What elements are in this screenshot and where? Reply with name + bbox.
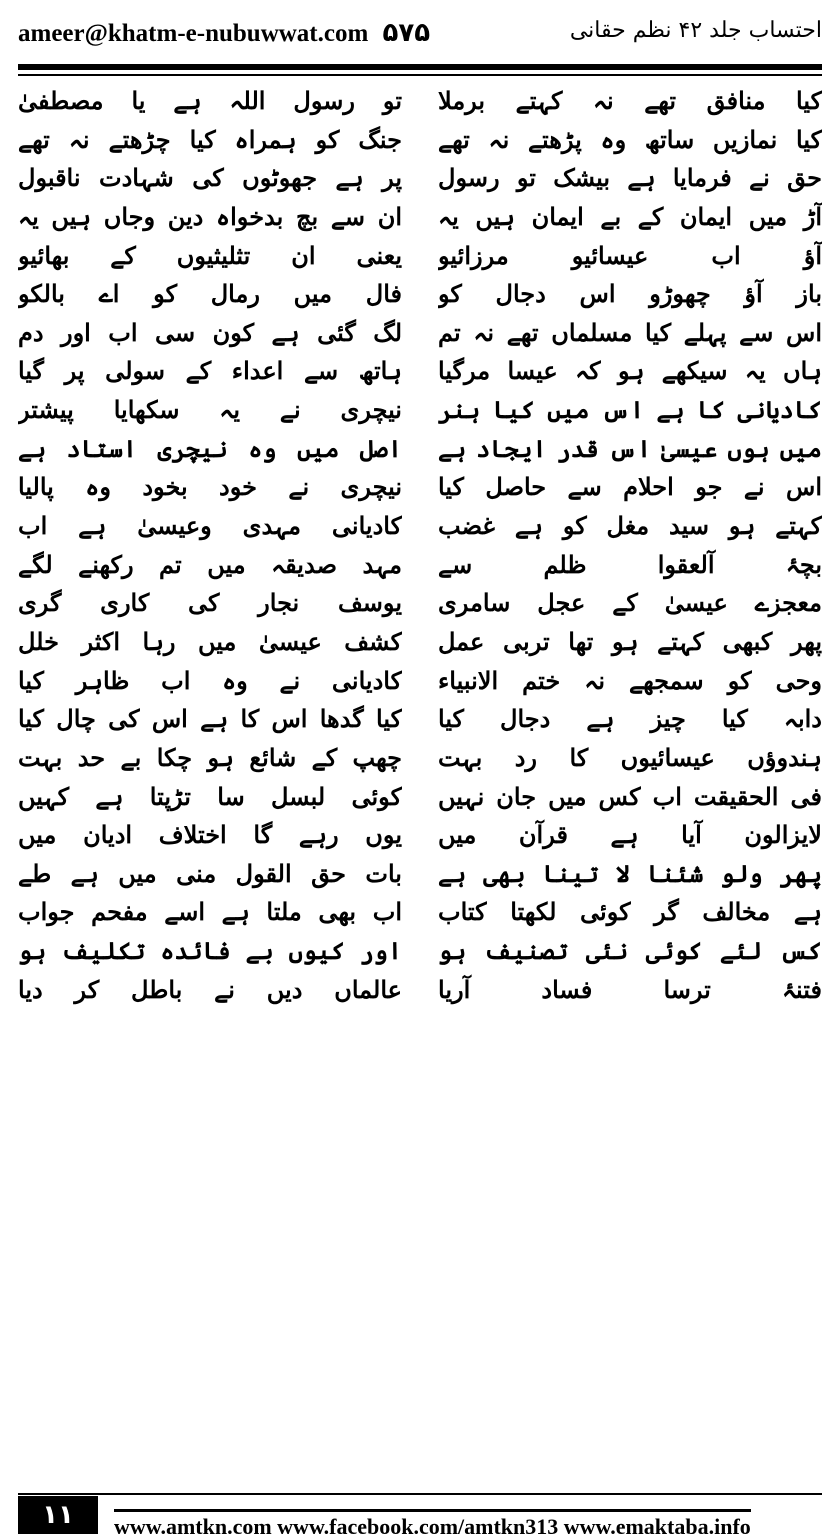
verse-line: میں ہوں عیسیٰ اس قدر ایجاد ہے [438,433,822,463]
verse-line: فتنۂ ترسا فساد آریا [438,974,822,1004]
poem-column-right [438,82,822,1492]
verse-line: کادیانی کا ہے اس میں کیا ہنر [438,395,822,425]
footer-rule [18,1493,822,1495]
page-footer [18,1493,822,1539]
verse-line: بات حق القول منی میں ہے طے [18,858,402,888]
verse-line: معجزے عیسیٰ کے عجل سامری [438,588,822,618]
page-number: ۵۷۵ [382,18,431,48]
verse-line: ہاتھ سے اعداء کے سولی پر گیا [18,356,402,386]
verse-line: یوں رہے گا اختلاف ادیان میں [18,820,402,850]
verse-line: اس نے جو احلام سے حاصل کیا [438,472,822,502]
verse-line: کادیانی مہدی وعیسیٰ ہے اب [18,511,402,541]
verse-line: باز آؤ چھوڑو اس دجال کو [438,279,822,309]
verse-line: تو رسول اللہ ہے یا مصطفیٰ [18,86,402,115]
verse-line: بچۂ آلعقوا ظلم سے [438,549,822,579]
header-rule-thin [18,74,822,76]
verse-line: ان سے بچ بدخواہ دین وجاں ہیں یہ [18,201,402,231]
verse-line: ہے مخالف گر کوئی لکھتا کتاب [438,897,822,927]
verse-line: اس سے پہلے کیا مسلماں تھے نہ تم [438,317,822,347]
verse-line: نیچری نے خود بخود وہ پالیا [18,472,402,502]
header-email-block [18,18,430,48]
verse-line: نیچری نے یہ سکھایا پیشتر [18,395,402,425]
verse-line: مہد صدیقہ میں تم رکھنے لگے [18,549,402,579]
verse-line: کیا نمازیں ساتھ وہ پڑھتے نہ تھے [438,124,822,154]
footer-page-box: ۱۱ [18,1496,98,1534]
verse-line: پھر کبھی کہتے ہو تھا تربی عمل [438,626,822,656]
verse-line: ہاں یہ سیکھے ہو کہ عیسا مرگیا [438,356,822,386]
verse-line: اب بھی ملتا ہے اسے مفحم جواب [18,897,402,927]
poem-columns [18,82,822,1492]
verse-line: اور کیوں بے فائدہ تکلیف ہو [18,936,402,966]
verse-line: کوئی لبسل سا تڑپتا ہے کہیں [18,781,402,811]
verse-line: آؤ اب عیسائیو مرزائیو [438,240,822,270]
verse-line: دابہ کیا چیز ہے دجال کیا [438,704,822,734]
header-email: ameer@khatm-e-nubuwwat.com [18,20,369,47]
page-header [18,10,822,66]
verse-line: اصل میں وہ نیچری استاد ہے [18,433,402,463]
verse-line: وحی کو سمجھے نہ ختم الانبیاء [438,665,822,695]
verse-line: حق نے فرمایا ہے بیشک تو رسول [438,163,822,193]
verse-line: لایزالون آیا ہے قرآن میں [438,820,822,850]
verse-line: جنگ کو ہمراہ کیا چڑھتے نہ تھے [18,124,402,154]
footer-links: www.amtkn.com www.facebook.com/amtkn313 www.emaktaba.info [114,1509,751,1540]
verse-line: ہندوؤں عیسائیوں کا رد بہت [438,742,822,772]
verse-line: یعنی ان تثلیثیوں کے بھائیو [18,240,402,270]
verse-line: کشف عیسیٰ میں رہا اکثر خلل [18,626,402,656]
verse-line: لگ گئی ہے کون سی اب اور دم [18,317,402,347]
verse-line: آڑ میں ایمان کے بے ایمان ہیں یہ [438,201,822,231]
verse-line: عالماں دیں نے باطل کر دیا [18,974,402,1004]
verse-line: چھپ کے شائع ہو چکا بے حد بہت [18,742,402,772]
verse-line: پھر ولو شئنا لا تینا بھی ہے [438,858,822,888]
verse-line: پر ہے جھوٹوں کی شہادت ناقبول [18,163,402,193]
verse-line: کادیانی نے وہ اب ظاہر کیا [18,665,402,695]
verse-line: کیا گدھا اس کا ہے اس کی چال کیا [18,704,402,734]
verse-line: یوسف نجار کی کاری گری [18,588,402,618]
verse-line: کیا منافق تھے نہ کہتے برملا [438,86,822,115]
verse-line: کہتے ہو سید مغل کو ہے غضب [438,511,822,541]
verse-line: کس لئے کوئی نئی تصنیف ہو [438,936,822,966]
verse-line: فی الحقیقت اب کس میں جان نہیں [438,781,822,811]
book-title: احتساب جلد ۴۲ نظم حقانی [569,18,822,43]
poem-column-left [18,82,402,1492]
verse-line: فال میں رمال کو اے بالکو [18,279,402,309]
header-rule-thick [18,64,822,70]
